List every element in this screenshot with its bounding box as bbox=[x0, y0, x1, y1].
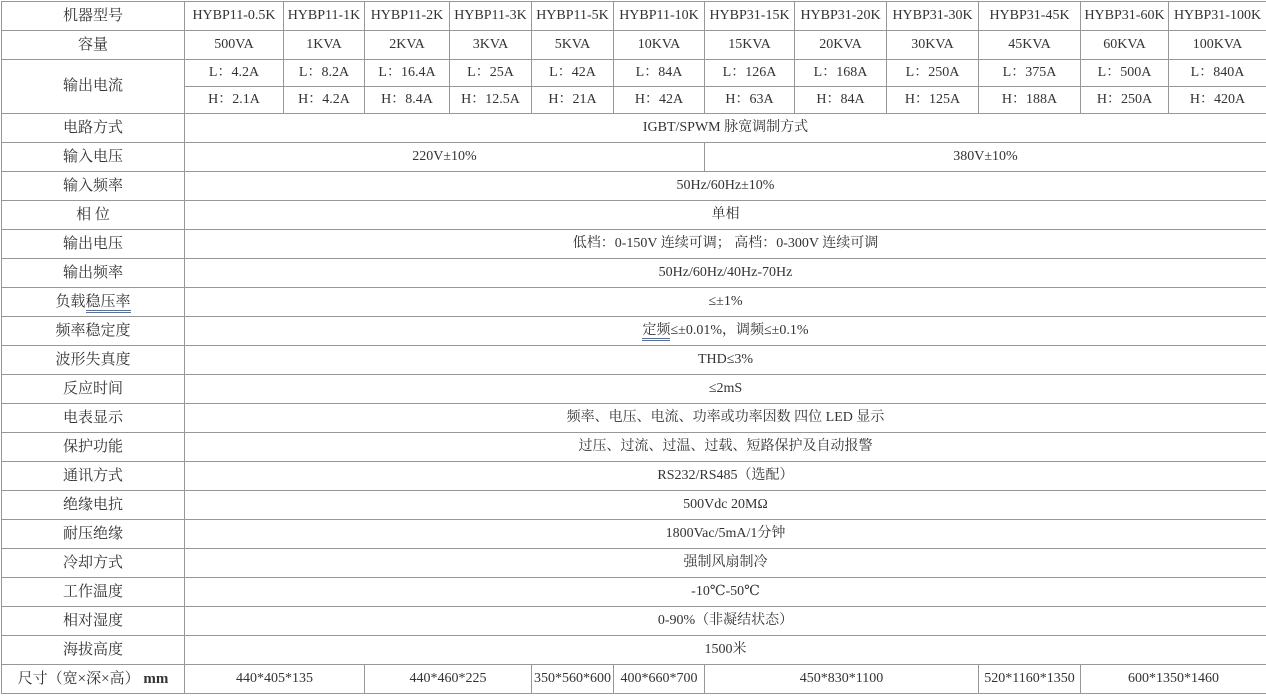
row-meter-display bbox=[2, 404, 1266, 433]
value-cell: H：2.1A bbox=[185, 87, 284, 114]
row-model bbox=[2, 2, 1266, 31]
value-cell: HYBP11-0.5K bbox=[185, 2, 284, 31]
value-cell: 450*830*1100 bbox=[705, 664, 979, 693]
value-cell: HYBP11-3K bbox=[450, 2, 532, 31]
row-label: 容量 bbox=[2, 30, 185, 59]
row-output-current-high bbox=[2, 87, 1266, 114]
row-phase bbox=[2, 201, 1266, 230]
value-cell: L：126A bbox=[705, 59, 795, 86]
row-label: 保护功能 bbox=[2, 433, 185, 462]
row-label: 频率稳定度 bbox=[2, 317, 185, 346]
value-cell: HYBP11-2K bbox=[365, 2, 450, 31]
value-cell: L：8.2A bbox=[284, 59, 365, 86]
value-cell: 10KVA bbox=[614, 30, 705, 59]
value-cell: H：420A bbox=[1169, 87, 1266, 114]
row-cooling bbox=[2, 549, 1266, 578]
value-cell: 440*460*225 bbox=[365, 664, 532, 693]
value-cell: 频率、电压、电流、功率或功率因数 四位 LED 显示 bbox=[185, 404, 1266, 433]
value-cell: L：84A bbox=[614, 59, 705, 86]
row-label: 通讯方式 bbox=[2, 462, 185, 491]
value-cell: 1KVA bbox=[284, 30, 365, 59]
value-cell: HYBP11-1K bbox=[284, 2, 365, 31]
value-cell: H：188A bbox=[979, 87, 1081, 114]
value-cell: HYBP31-60K bbox=[1081, 2, 1169, 31]
value-cell: 1800Vac/5mA/1分钟 bbox=[185, 520, 1266, 549]
value-cell: 45KVA bbox=[979, 30, 1081, 59]
row-relative-humidity bbox=[2, 606, 1266, 635]
value-cell: ≤2mS bbox=[185, 375, 1266, 404]
value-cell: 5KVA bbox=[532, 30, 614, 59]
value-cell: L：250A bbox=[887, 59, 979, 86]
value-cell: HYBP31-20K bbox=[795, 2, 887, 31]
value-cell: RS232/RS485（选配） bbox=[185, 462, 1266, 491]
value-cell: 单相 bbox=[185, 201, 1266, 230]
spec-table bbox=[1, 1, 1266, 694]
row-label: 冷却方式 bbox=[2, 549, 185, 578]
value-cell: -10℃-50℃ bbox=[185, 578, 1266, 607]
value-cell: H：4.2A bbox=[284, 87, 365, 114]
row-communication bbox=[2, 462, 1266, 491]
row-label: 输入电压 bbox=[2, 143, 185, 172]
value-cell: H：250A bbox=[1081, 87, 1169, 114]
row-label: 输出电压 bbox=[2, 230, 185, 259]
row-label: 海拔高度 bbox=[2, 635, 185, 664]
value-cell: L：375A bbox=[979, 59, 1081, 86]
row-label: 反应时间 bbox=[2, 375, 185, 404]
value-cell: L：4.2A bbox=[185, 59, 284, 86]
row-label: 相对湿度 bbox=[2, 606, 185, 635]
value-cell: 50Hz/60Hz±10% bbox=[185, 172, 1266, 201]
value-cell: L：25A bbox=[450, 59, 532, 86]
row-label: 电表显示 bbox=[2, 404, 185, 433]
value-cell: 30KVA bbox=[887, 30, 979, 59]
value-cell: 350*560*600 bbox=[532, 664, 614, 693]
value-cell: IGBT/SPWM 脉宽调制方式 bbox=[185, 114, 1266, 143]
value-cell: H：42A bbox=[614, 87, 705, 114]
value-cell: HYBP11-10K bbox=[614, 2, 705, 31]
value-cell: 400*660*700 bbox=[614, 664, 705, 693]
row-label: 机器型号 bbox=[2, 2, 185, 31]
row-load-regulation bbox=[2, 288, 1266, 317]
value-cell: 3KVA bbox=[450, 30, 532, 59]
value-cell: 过压、过流、过温、过载、短路保护及自动报警 bbox=[185, 433, 1266, 462]
value-cell: H：21A bbox=[532, 87, 614, 114]
row-label: 耐压绝缘 bbox=[2, 520, 185, 549]
row-label: 尺寸（宽×深×高） mm bbox=[2, 664, 185, 693]
value-cell: HYBP31-45K bbox=[979, 2, 1081, 31]
row-output-voltage bbox=[2, 230, 1266, 259]
row-insulation-resistance bbox=[2, 491, 1266, 520]
value-cell: 1500米 bbox=[185, 635, 1266, 664]
value-cell: 定频≤±0.01%，调频≤±0.1% bbox=[185, 317, 1266, 346]
row-label: 绝缘电抗 bbox=[2, 491, 185, 520]
row-response-time bbox=[2, 375, 1266, 404]
row-frequency-stability bbox=[2, 317, 1266, 346]
row-output-current-low bbox=[2, 59, 1266, 86]
value-cell: 60KVA bbox=[1081, 30, 1169, 59]
row-label: 工作温度 bbox=[2, 578, 185, 607]
row-output-frequency bbox=[2, 259, 1266, 288]
value-cell: HYBP31-100K bbox=[1169, 2, 1266, 31]
value-cell: 500VA bbox=[185, 30, 284, 59]
row-label: 波形失真度 bbox=[2, 346, 185, 375]
value-cell: L：16.4A bbox=[365, 59, 450, 86]
row-label: 输出频率 bbox=[2, 259, 185, 288]
value-cell: 600*1350*1460 bbox=[1081, 664, 1266, 693]
value-cell: 50Hz/60Hz/40Hz-70Hz bbox=[185, 259, 1266, 288]
underlined-text: 定频 bbox=[642, 323, 670, 341]
value-cell: HYBP31-15K bbox=[705, 2, 795, 31]
row-altitude bbox=[2, 635, 1266, 664]
value-cell: L：168A bbox=[795, 59, 887, 86]
value-cell: 100KVA bbox=[1169, 30, 1266, 59]
value-cell: 2KVA bbox=[365, 30, 450, 59]
value-cell: HYBP11-5K bbox=[532, 2, 614, 31]
row-input-voltage bbox=[2, 143, 1266, 172]
value-cell: 15KVA bbox=[705, 30, 795, 59]
row-label: 输入频率 bbox=[2, 172, 185, 201]
value-cell: THD≤3% bbox=[185, 346, 1266, 375]
row-withstand-voltage bbox=[2, 520, 1266, 549]
value-cell: 强制风扇制冷 bbox=[185, 549, 1266, 578]
row-label: 负载稳压率 bbox=[2, 288, 185, 317]
underlined-text: 稳压率 bbox=[86, 294, 131, 313]
value-cell: L：840A bbox=[1169, 59, 1266, 86]
row-operating-temperature bbox=[2, 578, 1266, 607]
value-cell: H：84A bbox=[795, 87, 887, 114]
value-cell: ≤±1% bbox=[185, 288, 1266, 317]
value-cell: 0-90%（非凝结状态） bbox=[185, 606, 1266, 635]
value-cell: H：63A bbox=[705, 87, 795, 114]
row-circuit-mode bbox=[2, 114, 1266, 143]
value-cell: L：42A bbox=[532, 59, 614, 86]
value-cell: L：500A bbox=[1081, 59, 1169, 86]
value-cell: 380V±10% bbox=[705, 143, 1266, 172]
row-waveform-distortion bbox=[2, 346, 1266, 375]
value-cell: H：8.4A bbox=[365, 87, 450, 114]
value-cell: H：12.5A bbox=[450, 87, 532, 114]
row-label: 相 位 bbox=[2, 201, 185, 230]
value-cell: 520*1160*1350 bbox=[979, 664, 1081, 693]
row-label: 电路方式 bbox=[2, 114, 185, 143]
value-cell: 440*405*135 bbox=[185, 664, 365, 693]
value-cell: 低档：0-150V 连续可调； 高档：0-300V 连续可调 bbox=[185, 230, 1266, 259]
row-dimensions bbox=[2, 664, 1266, 693]
value-cell: 20KVA bbox=[795, 30, 887, 59]
value-cell: H：125A bbox=[887, 87, 979, 114]
row-input-frequency bbox=[2, 172, 1266, 201]
row-protection bbox=[2, 433, 1266, 462]
value-cell: HYBP31-30K bbox=[887, 2, 979, 31]
row-label: 输出电流 bbox=[2, 59, 185, 113]
value-cell: 220V±10% bbox=[185, 143, 705, 172]
value-cell: 500Vdc 20MΩ bbox=[185, 491, 1266, 520]
row-capacity bbox=[2, 30, 1266, 59]
